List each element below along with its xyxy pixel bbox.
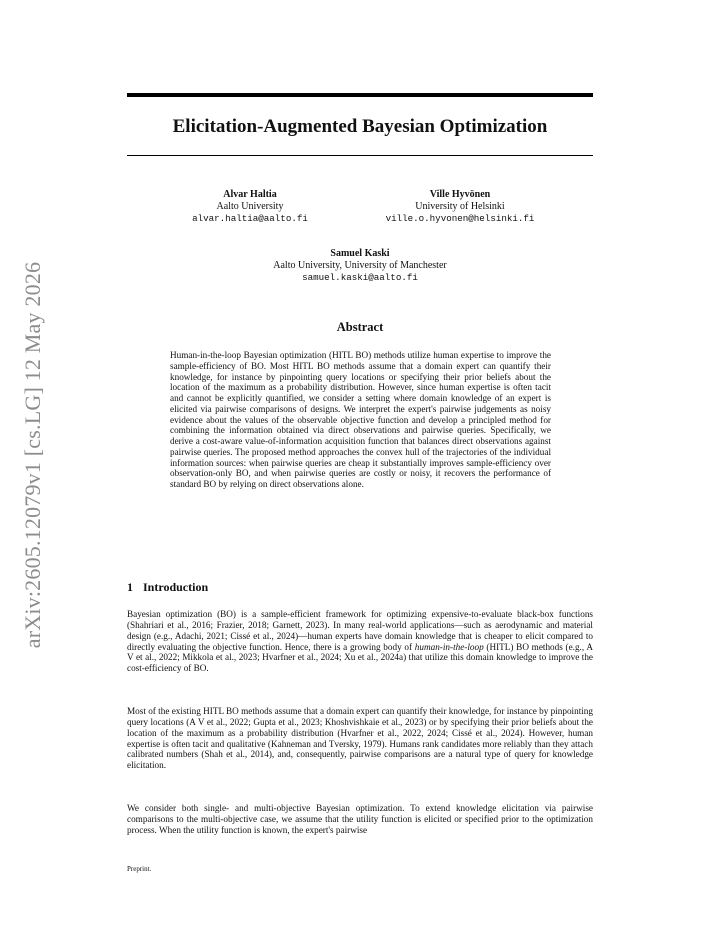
section-heading bbox=[127, 580, 208, 595]
abstract-heading: Abstract bbox=[336, 320, 384, 334]
footer-note: Preprint. bbox=[127, 865, 152, 873]
author-name: Alvar Haltia bbox=[223, 189, 277, 200]
section-number: 1 bbox=[127, 580, 133, 594]
author-block-1 bbox=[170, 189, 330, 225]
intro-p1-text-b: (HITL) BO methods (e.g., A V et al., 2022; Mikkola et al., 2023; Hvarfner et al., 2024; Xu et al., 2024a) that utilize this domain knowledge to improve the cost-efficiency of BO. bbox=[127, 641, 593, 674]
intro-paragraph-1 bbox=[127, 609, 593, 674]
intro-p1-emphasis: human-in-the-loop bbox=[414, 641, 484, 652]
section-title: Introduction bbox=[143, 580, 209, 594]
arxiv-stamp bbox=[18, 255, 48, 655]
author-affiliation: Aalto University, University of Manchester bbox=[273, 260, 447, 271]
author-affiliation: University of Helsinki bbox=[415, 201, 505, 212]
author-block-2 bbox=[350, 189, 570, 225]
arxiv-stamp-text: arXiv:2605.12079v1 [cs.LG] 12 May 2026 bbox=[20, 261, 45, 649]
author-name: Samuel Kaski bbox=[330, 248, 390, 259]
intro-paragraph-3: We consider both single- and multi-objective Bayesian optimization. To extend knowledge elicitation via pairwise comparisons to the multi-objective case, we assume that the utility function is elicited or specified prior to the optimization process. When the utility function is known, the expert's pairwise bbox=[127, 803, 593, 835]
intro-p1-text-a: Bayesian optimization (BO) is a sample-efficient framework for optimizing expensive-to-evaluate black-box functions (Shahriari et al., 2016; Frazier, 2018; Garnett, 2023). In many real-world applications—such as aerodynamic and material design (e.g., Adachi, 2021; Cissé et al., 2024)—human experts have domain knowledge that is cheaper to elicit compared to directly evaluating the objective function. Hence, there is a growing body of bbox=[127, 609, 593, 652]
author-affiliation: Aalto University bbox=[216, 201, 284, 212]
abstract-text: Human-in-the-loop Bayesian optimization (HITL BO) methods utilize human expertise to improve the sample-efficiency of BO. Most HITL BO methods assume that a domain expert can quantify their knowledge, for instance by pinpointing query locations or specifying their prior beliefs about the location of the maximum as a probability distribution. However, since human expertise is often tacit and cannot be explicitly quantified, we consider a setting where domain knowledge of an expert is elicited via pairwise comparisons of designs. We interpret the expert's pairwise judgements as noisy evidence about the values of the observable objective function and develop a principled method for combining the information obtained via direct observations and pairwise queries. Specifically, we derive a cost-aware value-of-information acquisition function that balances direct observations against pairwise queries. The proposed method approaches the convex hull of the trajectories of the individual information sources: when pairwise queries are cheap it substantially improves sample-efficiency over observation-only BO, and when pairwise queries are costly or noisy, it recovers the performance of standard BO by relying on direct observations alone. bbox=[170, 350, 551, 489]
author-email: samuel.kaski@aalto.fi bbox=[302, 272, 418, 283]
author-email: ville.o.hyvonen@helsinki.fi bbox=[385, 213, 535, 224]
author-name: Ville Hyvönen bbox=[429, 189, 491, 200]
paper-title: Elicitation-Augmented Bayesian Optimization bbox=[172, 116, 548, 137]
title-rule-top bbox=[127, 93, 593, 97]
intro-paragraph-2: Most of the existing HITL BO methods assume that a domain expert can quantify their knowledge, for instance by pinpointing query locations (A V et al., 2022; Gupta et al., 2023; Khoshvishkaie et al., 2023) or by specifying their prior beliefs about the location of the maximum as a probability distribution (Hvarfner et al., 2022, 2024; Cissé et al., 2024). However, human expertise is often tacit and qualitative (Kahneman and Tversky, 1979). Humans rank candidates more reliably than they attach calibrated numbers (Shah et al., 2014), and, consequently, pairwise comparisons are a natural type of query for knowledge elicitation. bbox=[127, 706, 593, 771]
title-rule-bottom bbox=[127, 155, 593, 156]
author-block-3 bbox=[220, 248, 500, 284]
author-email: alvar.haltia@aalto.fi bbox=[192, 213, 308, 224]
